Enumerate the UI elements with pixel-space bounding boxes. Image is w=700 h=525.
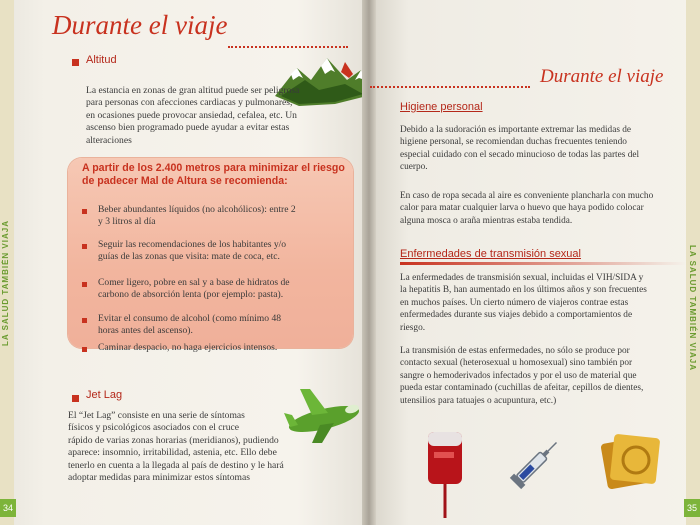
hygiene-heading: Higiene personal — [400, 101, 483, 113]
text-line: la hepatitis B, han aumentado en los últimos años y son frecuentes — [400, 285, 647, 296]
text-line: En caso de ropa secada al aire es conveniente plancharla con mucho — [400, 191, 654, 201]
text-line: especial cuidado con el secado minucioso de todas las partes del — [400, 149, 640, 160]
condom-icon — [598, 430, 664, 496]
text-line: horas antes del ascenso). — [98, 325, 193, 336]
text-line: calor para matar cualquier larva o huevo que haya podido colocar — [400, 203, 644, 214]
hygiene-paragraph-2 — [400, 190, 682, 227]
text-line: aparece: insomnio, irritabilidad, astenia, etc. Ello debe — [68, 447, 277, 459]
text-line: El “Jet Lag” consiste en una serie de síntomas — [68, 410, 245, 421]
bullet-square — [82, 244, 87, 249]
box-item — [98, 342, 348, 354]
bullet-square — [82, 318, 87, 323]
bullet-square — [72, 59, 79, 66]
book-spine — [362, 0, 376, 525]
box-item — [98, 239, 348, 263]
text-line: contacto sexual (heterosexual u homosexual) sino también por — [400, 358, 633, 369]
text-line: utensilios para tatuajes o acupuntura, etc.) — [400, 395, 557, 406]
std-heading: Enfermedades de transmisión sexual — [400, 248, 581, 260]
text-line: ascenso bien programado puede ayudar a evitar estas — [86, 122, 290, 134]
blood-bag-icon — [424, 428, 468, 518]
right-page-title: Durante el viaje — [540, 66, 664, 87]
bullet-square — [82, 209, 87, 214]
text-line: Evitar el consumo de alcohol (como mínimo 48 — [98, 313, 282, 324]
text-line: carbono de absorción lenta (por ejemplo: pasta). — [98, 289, 284, 300]
text-line: pueda estar contaminado (cuchillas de afeitar, cepillos de dientes, — [400, 383, 644, 394]
text-line: Comer ligero, pobre en sal y a base de hidratos de — [98, 277, 290, 288]
std-paragraph-2 — [400, 345, 684, 407]
text-line: físicos y psicológicos asociados con el cruce — [68, 422, 240, 434]
right-page-number: 35 — [684, 499, 700, 517]
text-line: en ocasiones puede provocar ansiedad, cefalea, etc. Un — [86, 109, 297, 121]
left-page-title: Durante el viaje — [52, 10, 228, 40]
text-line: alguna mosca o araña mientras estaba tendida. — [400, 215, 573, 226]
text-line: Seguir las recomendaciones de los habitantes y/o — [98, 239, 287, 250]
text-line: cuerpo. — [400, 162, 428, 173]
text-line: higiene personal, se recomiendan duchas frecuentes teniendo — [400, 137, 627, 148]
text-line: alteraciones — [86, 134, 132, 146]
hygiene-paragraph-1 — [400, 124, 682, 174]
text-line: enfermedades durante sus viajes debido a comportamientos de — [400, 310, 633, 321]
text-line: La enfermedades de transmisión sexual, incluidas el VIH/SIDA y — [400, 273, 644, 283]
text-line: tenerlo en cuenta a la llegada al país de destino y le hará — [68, 459, 284, 471]
std-paragraph-1 — [400, 272, 684, 334]
right-sidebar-text: LA SALUD TAMBIÉN VIAJA — [688, 245, 697, 371]
text-line: La transmisión de estas enfermedades, no sólo se produce por — [400, 346, 630, 356]
left-sidebar-text: LA SALUD TAMBIÉN VIAJA — [1, 220, 10, 346]
title-dots — [228, 46, 348, 48]
syringe-icon — [505, 432, 567, 494]
text-line: guías de las zonas que visita: mate de coca, etc. — [98, 251, 280, 262]
jetlag-paragraph — [68, 410, 358, 484]
text-line: A partir de los 2.400 metros para minimizar el riesgo — [82, 162, 345, 174]
text-line: de padecer Mal de Altura se recomienda: — [82, 175, 288, 187]
text-line: riesgo. — [400, 322, 426, 333]
text-line: rápido de varias zonas horarias (meridianos), pudiendo — [68, 434, 279, 446]
text-line: sangre o hemoderivados infectados y por el uso de material que — [400, 370, 637, 381]
bullet-square — [82, 282, 87, 287]
text-line: Beber abundantes líquidos (no alcohólicos): entre 2 — [98, 204, 296, 215]
altitude-heading: Altitud — [86, 54, 117, 66]
box-heading — [82, 162, 347, 188]
text-line: adoptar medidas para minimizar estos síntomas — [68, 472, 250, 484]
left-page-number: 34 — [0, 499, 16, 517]
box-item — [98, 204, 348, 228]
text-line: y 3 litros al día — [98, 216, 156, 227]
box-item — [98, 313, 348, 337]
bullet-square — [82, 347, 87, 352]
text-line: La estancia en zonas de gran altitud puede ser peligrosa — [86, 85, 300, 96]
text-line: Debido a la sudoración es importante extremar las medidas de — [400, 125, 632, 135]
text-line: Caminar despacio, no haga ejercicios intensos. — [98, 342, 278, 353]
text-line: en muchos países. Un cierto número de viajeros contrae estas — [400, 297, 629, 308]
title-dots — [370, 86, 530, 88]
text-line: para personas con afecciones cardiacas y pulmonares, — [86, 97, 293, 109]
box-item — [98, 277, 348, 301]
bullet-square — [72, 395, 79, 402]
heading-underline — [400, 262, 686, 265]
jetlag-heading: Jet Lag — [86, 389, 123, 401]
altitude-paragraph — [86, 85, 356, 147]
